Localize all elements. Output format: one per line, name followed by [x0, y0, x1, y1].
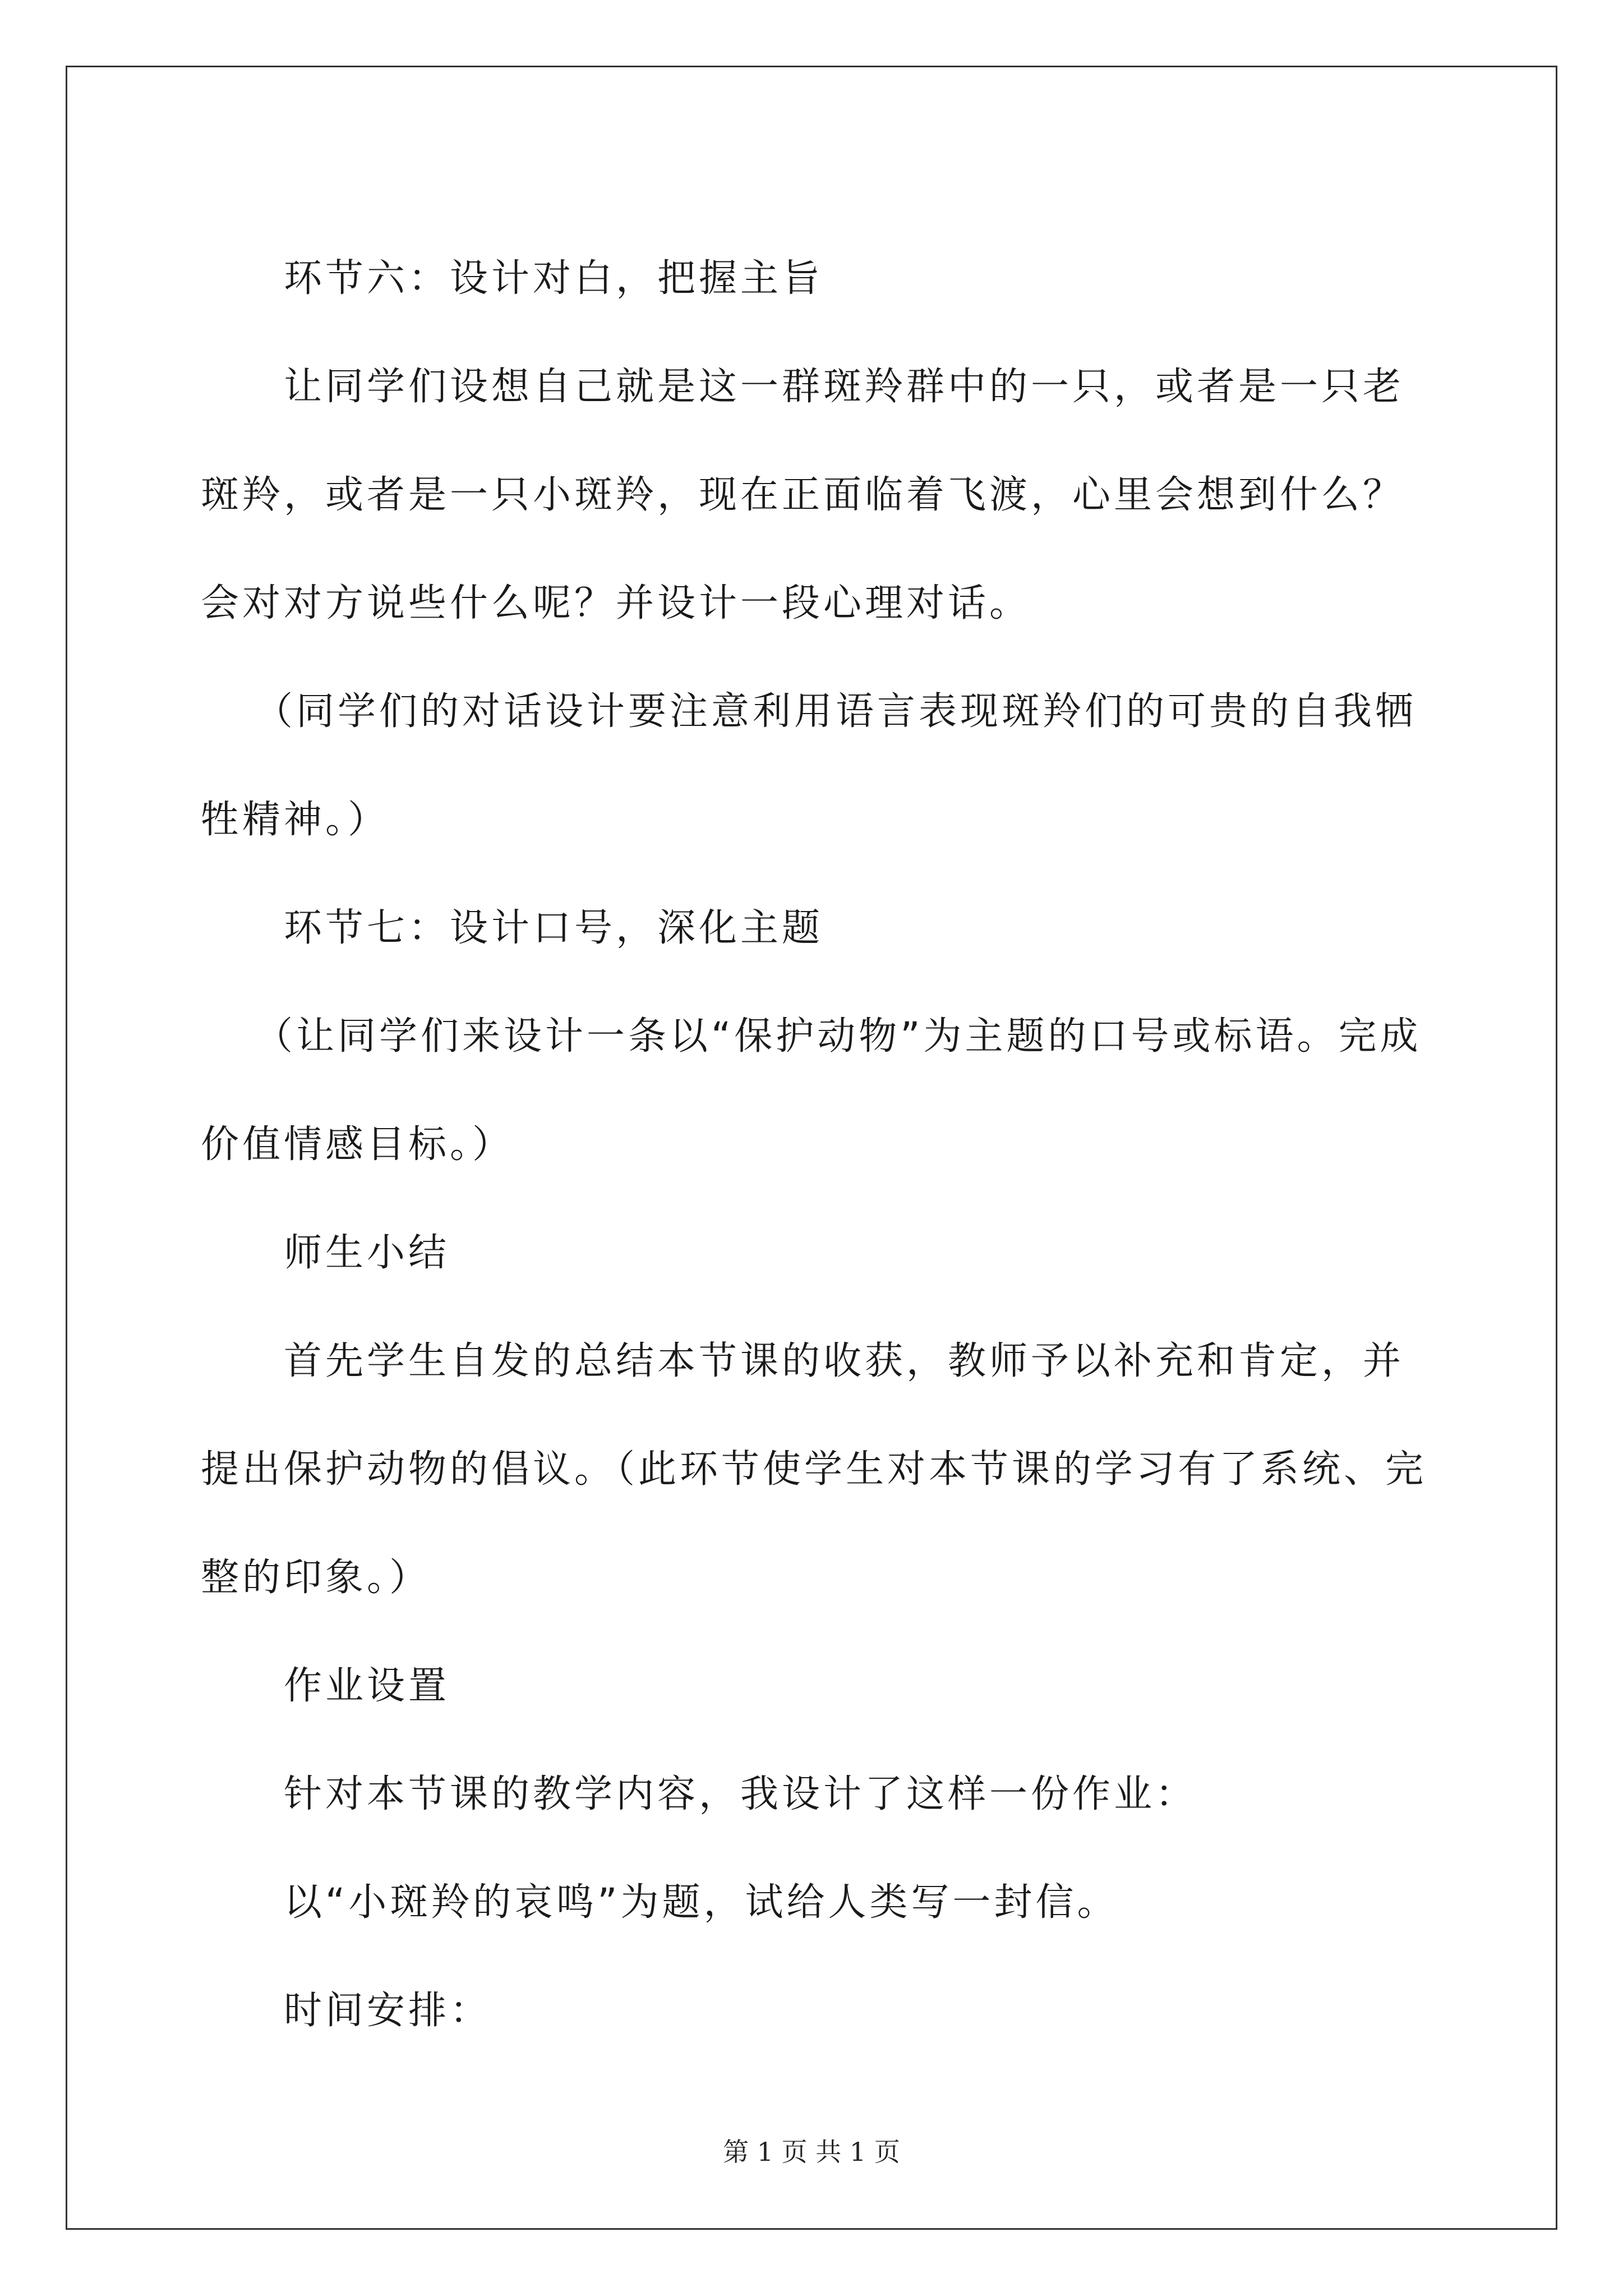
section-heading: 作业设置 — [284, 1664, 450, 1708]
paragraph: 让同学们设想自己就是这一群斑羚群中的一只，或者是一只老斑羚，或者是一只小斑羚，现在正面临着飞渡，心里会想到什么？会对对方说些什么呢？并设计一段心理对话。 — [201, 365, 1405, 625]
paragraph: 首先学生自发的总结本节课的收获，教师予以补充和肯定，并提出保护动物的倡议。（此环节使学生对本节课的学习有了系统、完整的印象。） — [201, 1339, 1427, 1600]
page-number-footer: 第 1 页 共 1 页 — [723, 2137, 900, 2167]
paragraph: 以“小斑羚的哀鸣”为题，试给人类写一封信。 — [284, 1880, 1119, 1925]
section-heading: 师生小结 — [284, 1231, 450, 1275]
paragraph: 针对本节课的教学内容，我设计了这样一份作业： — [284, 1772, 1197, 1816]
paragraph: 时间安排： — [284, 1989, 492, 2033]
section-heading: 环节六：设计对白，把握主旨 — [284, 256, 824, 301]
paragraph: （让同学们来设计一条以“保护动物”为主题的口号或标语。完成价值情感目标。） — [201, 1014, 1422, 1167]
document-body — [201, 224, 1429, 2065]
section-heading: 环节七：设计口号，深化主题 — [284, 906, 824, 950]
paragraph: （同学们的对话设计要注意利用语言表现斑羚们的可贵的自我牺牲精神。） — [201, 689, 1417, 842]
